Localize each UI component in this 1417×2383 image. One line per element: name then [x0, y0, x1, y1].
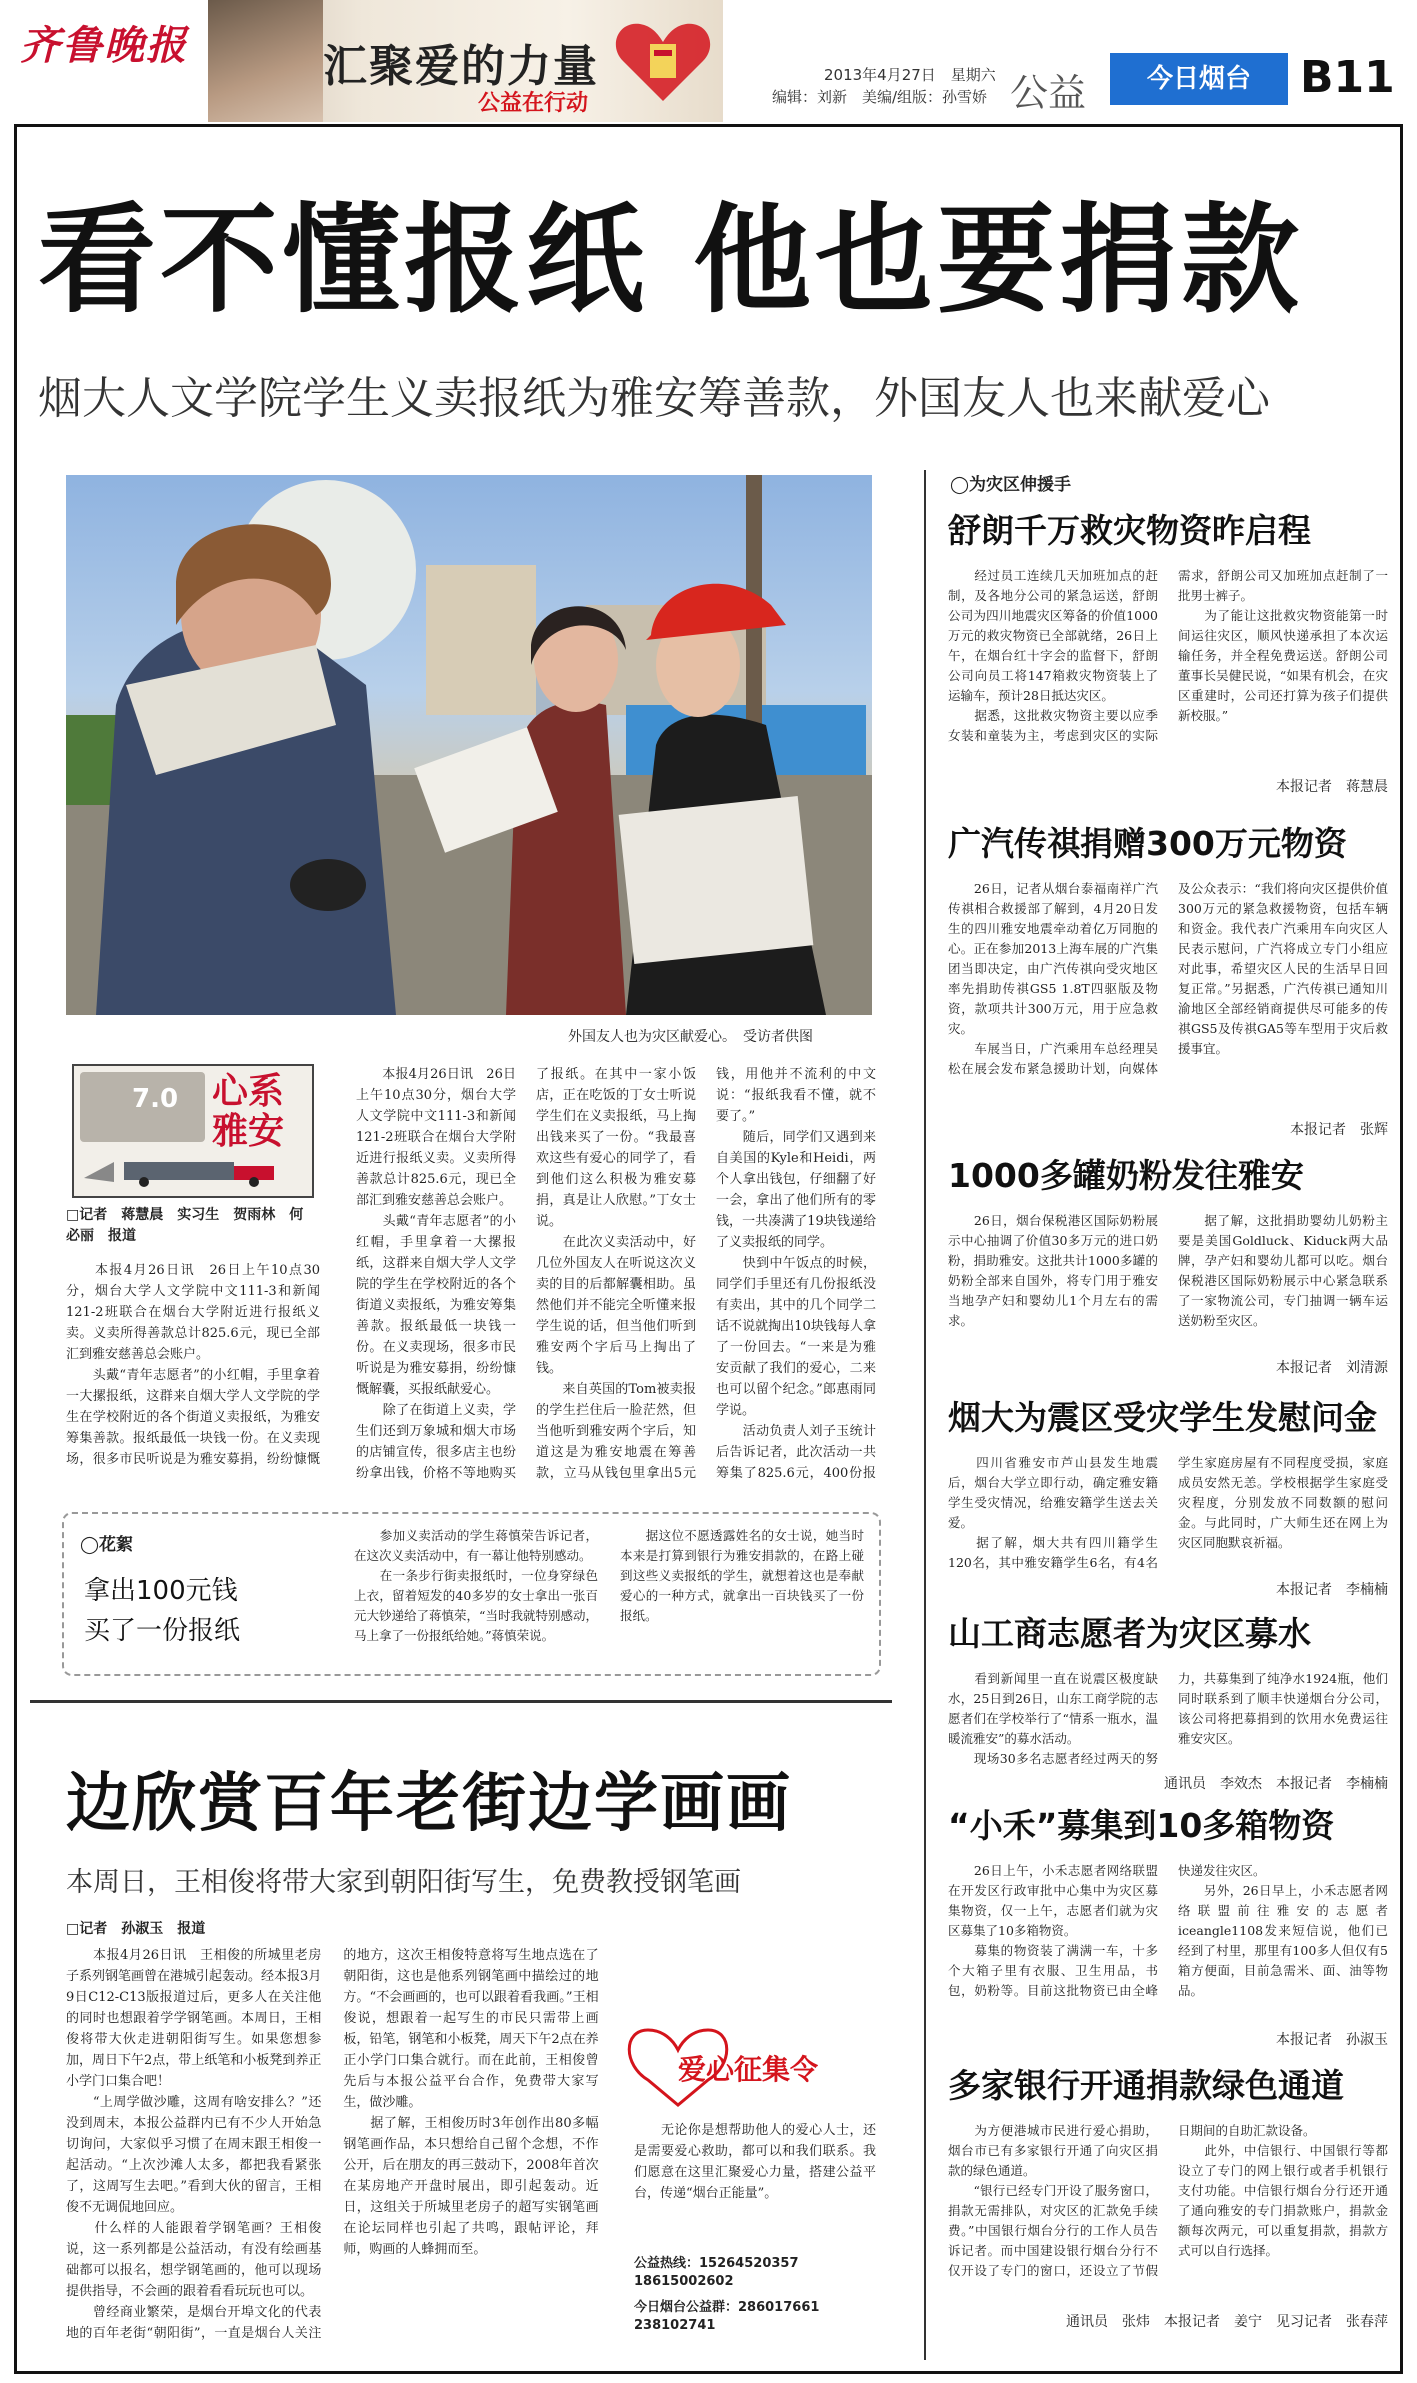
banner-title: 汇聚爱的力量	[323, 41, 599, 92]
section-name: 公益	[1010, 71, 1087, 115]
story-byline: 通讯员 张炜 本报记者 姜宁 见习记者 张春萍	[1066, 2314, 1388, 2330]
story-byline: 本报记者 孙淑玉	[1276, 2032, 1388, 2048]
story-title: 舒朗千万救灾物资昨启程	[948, 511, 1311, 550]
story-body: 26日，记者从烟台泰福南祥广汽传祺相合救援部了解到，4月20日发生的四川雅安地震牵动着亿万同胞的心。正在参加2013上海车展的广汽集团当即决定，由广汽传祺向受灾地区率先捐助传祺GS5 1.8T四驱版及物资，款项共计300万元，用于应急救灾。 车展当日，广汽乘用车总经理吴松在展会发布紧急援助计划，向媒体及公众表示：“我们将向灾区提供价值300万元的紧急救援物资，包括车辆和资金。我代表广汽乘用车向灾区人民表示慰问，广汽将成立专门小组应对此事，希望灾区人民的生活早日回复正常。”另据悉，广汽传祺已通知川渝地区全部经销商提供尽可能多的传祺GS5及传祺GA5等车型用于灾后救援事宜。	[948, 881, 1388, 1076]
page-number: B11	[1300, 52, 1395, 103]
flower-label: ◯花絮	[80, 1535, 134, 1555]
sidebar-story-2	[948, 818, 1388, 1138]
sidebar-story-5	[948, 1608, 1388, 1792]
banner-sub: 公益在行动	[478, 91, 589, 116]
story-body: 经过员工连续几天加班加点的赶制，及各地分公司的紧急运送，舒朗公司为四川地震灾区筹备的价值1000万元的救灾物资已全部就绪，26日上午，在烟台红十字会的监督下，舒朗公司向员工将147箱救灾物资装上了运输车，预计28日抵达灾区。 据悉，这批救灾物资主要以应季女装和童装为主，考虑到灾区的实际需求，舒朗公司又加班加点赶制了一批男士裤子。 为了能让这批救灾物资能第一时间运往灾区，顺风快递承担了本次运输任务，并全程免费运送。舒朗公司董事长吴健民说，“如果有机会，在灾区重建时，公司还打算为孩子们提供新校服。”	[948, 568, 1388, 743]
love-body: 无论你是想帮助他人的爱心人士，还是需要爱心救助，都可以和我们联系。我们愿意在这里汇聚爱心力量，搭建公益平台，传递“烟台正能量”。	[634, 2123, 876, 2201]
photo-caption: 外国友人也为灾区献爱心。 受访者供图	[568, 1029, 813, 1045]
story-byline: 本报记者 刘清源	[1276, 1360, 1388, 1376]
story-body: 26日上午，小禾志愿者网络联盟在开发区行政审批中心集中为灾区募集物资，仅一上午，志愿者们就为灾区募集了10多箱物资。 募集的物资装了满满一车，十多个大箱子里有衣服、卫生用品，书包，奶粉等。目前这批物资已由全峰快递发往灾区。 另外，26日早上，小禾志愿者网络联盟前往雅安的志愿者iceangle1108发来短信说，他们已经到了村里，那里有100多人但仅有5箱方便面，目前急需米、面、油等物品。	[948, 1863, 1388, 1998]
lead-body-columns: 本报4月26日讯 26日上午10点30分，烟台大学人文学院中文111-3和新闻121-2班联合在烟台大学附近进行报纸义卖。义卖所得善款总计825.6元，现已全部汇到雅安慈善总会账户。 头戴“青年志愿者”的小红帽，手里拿着一大摞报纸，这群来自烟大学人文学院的学生在学校附近的各个街道义卖报纸，为雅安筹集善款。报纸最低一块钱一份。在义卖现场，很多市民听说是为雅安募捐，纷纷慷慨解囊，买报纸献爱心。 除了在街道上义卖，学生们还到万象城和烟大市场的店铺宣传，很多店主也纷纷拿出钱，价格不等地购买了报纸。在其中一家小饭店，正在吃饭的丁女士听说学生们在义卖报纸，马上掏出钱来买了一份。“我最喜欢这些有爱心的同学了，看到他们这么积极为雅安募捐，真是让人欣慰。”丁女士说。 在此次义卖活动中，好几位外国友人在听说这次义卖的目的后都解囊相助。虽然他们并不能完全听懂来报学生说的话，但当他们听到雅安两个字后马上掏出了钱。 来自英国的Tom被卖报的学生拦住后一脸茫然，但当他听到雅安两个字后，知道这是为雅安地震在筹善款，立马从钱包里拿出5元钱，用他并不流利的中文说：“报纸我看不懂，就不要了。” 随后，同学们又遇到来自美国的Kyle和Heidi，两个人拿出钱包，仔细翻了好一会，拿出了他们所有的零钱，一共凑满了19块钱递给了义卖报纸的同学。 快到中午饭点的时候，同学们手里还有几份报纸没有卖出，其中的几个同学二话不说就掏出10块钱每人拿了一份回去。“一来是为雅安贡献了我们的爱心，二来也可以留个纪念。”郎惠雨同学说。 活动负责人刘子玉统计后告诉记者，此次活动一共筹集了825.6元，400份报	[356, 1067, 876, 1481]
lead-subhead: 烟大人文学院学生义卖报纸为雅安筹善款，外国友人也来献爱心	[38, 373, 1270, 424]
section-tab-label: 今日烟台	[1146, 64, 1251, 94]
lead-photo	[66, 475, 872, 1015]
love-hotline: 公益热线：15264520357	[634, 2256, 799, 2271]
issue-date: 2013年4月27日 星期六	[824, 66, 996, 84]
sidebar-story-6	[948, 1800, 1388, 2048]
banner	[208, 0, 723, 122]
love-title: 爱心征集令	[678, 2053, 819, 2086]
quake-magnitude: 7.0	[132, 1084, 179, 1114]
story-title: 烟大为震区受灾学生发慰问金	[948, 1398, 1377, 1437]
story-title: “小禾”募集到10多箱物资	[948, 1806, 1335, 1845]
flower-box	[62, 1512, 881, 1676]
art-subhead: 本周日，王相俊将带大家到朝阳街写生，免费教授钢笔画	[66, 1867, 741, 1898]
sidebar-story-7	[948, 2060, 1388, 2360]
love-platform2: 238102741	[634, 2318, 716, 2333]
heart-hands-icon	[608, 6, 718, 116]
flower-body: 参加义卖活动的学生蒋慎荣告诉记者，在这次义卖活动中，有一幕让他特别感动。 在一条步行街卖报纸时，一位身穿绿色上衣，留着短发的40多岁的女士拿出一张百元大钞递给了蒋慎荣，“当时我就特别感动，马上拿了一份报纸给她。”蒋慎荣说。 据这位不愿透露姓名的女士说，她当时本来是打算到银行为雅安捐款的，在路上碰到这些义卖报纸的学生，就想着这也是奉献爱心的一种方式，就拿出一百块钱买了一份报纸。	[354, 1528, 864, 1643]
story-byline: 通讯员 李效杰 本报记者 李楠楠	[1164, 1776, 1388, 1792]
sidebar-story-3	[948, 1150, 1388, 1376]
story-byline: 本报记者 李楠楠	[1276, 1582, 1388, 1598]
story-title: 广汽传祺捐赠300万元物资	[948, 824, 1347, 863]
banner-face-photo	[208, 0, 323, 122]
lead-body-text: 本报4月26日讯 26日上午10点30分，烟台大学人文学院中文111-3和新闻121-2班联合在烟台大学附近进行报纸义卖。义卖所得善款总计825.6元，现已全部汇到雅安慈善总会账户。 头戴“青年志愿者”的小红帽，手里拿着一大摞报纸，这群来自烟大学人文学院的学生在学校附近的各个街道义卖报纸，为雅安筹集善款。报纸最低一块钱一份。在义卖现场，很多市民听说是为雅安募捐，纷纷慷慨	[66, 1263, 320, 1467]
sidebar-story-4	[948, 1392, 1388, 1598]
story-body: 26日，烟台保税港区国际奶粉展示中心抽调了价值30多万元的进口奶粉，捐助雅安。这批共计1000多罐的奶粉全部来自国外，将专门用于雅安当地孕产妇和婴幼儿1个月左右的需求。 据了解，这批捐助婴幼儿奶粉主要是美国Goldluck、Kiduck两大品牌，孕产妇和婴幼儿都可以吃。烟台保税港区国际奶粉展示中心紧急联系了一家物流公司，专门抽调一辆车运送奶粉至灾区。	[948, 1213, 1388, 1328]
art-byline: □记者 孙淑玉 报道	[66, 1921, 206, 1937]
flower-title-2: 买了一份报纸	[84, 1616, 241, 1646]
flower-title-1: 拿出100元钱	[84, 1576, 238, 1606]
story-title: 山工商志愿者为灾区募水	[948, 1614, 1311, 1653]
story-byline: 本报记者 张辉	[1290, 1122, 1388, 1138]
sidebar-label: ◯为灾区伸援手	[950, 475, 1072, 495]
sidebar-story-1	[948, 505, 1388, 795]
art-headline: 边欣赏百年老街边学画画	[66, 1767, 792, 1841]
paper-name: 齐鲁晚报	[20, 22, 188, 69]
story-body: 看到新闻里一直在说震区极度缺水，25日到26日，山东工商学院的志愿者们在学校举行了“情系一瓶水，温暖流雅安”的募水活动。 现场30多名志愿者经过两天的努力，共募集到了纯净水1924瓶，他们同时联系到了顺丰快递烟台分公司，该公司将把募捐到的饮用水免费运往雅安灾区。	[948, 1671, 1388, 1766]
story-title: 1000多罐奶粉发往雅安	[948, 1156, 1304, 1195]
lead-divider	[30, 1700, 892, 1703]
love-platform: 今日烟台公益群：286017661	[634, 2300, 820, 2315]
section-tab	[1110, 53, 1288, 105]
story-byline: 本报记者 蒋慧晨	[1276, 779, 1388, 795]
love-box	[618, 2020, 880, 2350]
masthead	[0, 0, 1417, 130]
story-title: 多家银行开通捐款绿色通道	[948, 2066, 1344, 2105]
story-body: 四川省雅安市芦山县发生地震后，烟台大学立即行动，确定雅安籍学生受灾情况，给雅安籍学生送去关爱。 据了解，烟大共有四川籍学生120名，其中雅安籍学生6名，有4名学生家庭房屋有不同程度受损，家庭成员安然无恙。学校根据学生家庭受灾程度，分别发放不同数额的慰问金。与此同时，广大师生还在网上为灾区同胞默哀祈福。	[948, 1455, 1388, 1570]
art-body: 本报4月26日讯 王相俊的所城里老房子系列钢笔画曾在港城引起轰动。经本报3月9日C12-C13版报道过后，更多人在关注他的同时也想跟着学学钢笔画。本周日，王相俊将带大伙走进朝阳街写生。如果您想参加，周日下午2点，带上纸笔和小板凳到养正小学门口集合吧！ “上周学做沙雕，这周有啥安排么？”还没到周末，本报公益群内已有不少人开始急切询问，大家似乎习惯了在周末跟王相俊一起活动。“上次沙滩人太多，都把我看紧张了，这周写生去吧。”看到大伙的留言，王相俊不无调侃地回应。 什么样的人能跟着学钢笔画？王相俊说，这一系列都是公益活动，有没有绘画基础都可以报名，想学钢笔画的，他可以现场提供指导，不会画的跟着看看玩玩也可以。 曾经商业繁荣，是烟台开埠文化的代表地的百年老街“朝阳街”，一直是烟台人关注的地方，这次王相俊特意将写生地点选在了朝阳街，这也是他系列钢笔画中描绘过的地方。“不会画画的，也可以跟着看我画。”王相俊说，想跟着一起写生的市民只需带上画板，铅笔，钢笔和小板凳，周天下午2点在养正小学门口集合就行。而在此前，王相俊曾先后与本报公益平台合作，免费带大家写生，做沙雕。 据了解，王相俊历时3年创作出80多幅钢笔画作品，本只想给自己留个念想，不作公开，后在朋友的再三鼓动下，2008年首次在某房地产开盘时展出，即引起轰动。近日，这组关于所城里老房子的超写实钢笔画在论坛同样也引起了共鸣，跟帖评论，拜师，购画的人蜂拥而至。	[66, 1948, 599, 2341]
lead-headline: 看不懂报纸 他也要捐款	[38, 191, 1304, 329]
tag-title: 心系雅安	[212, 1071, 285, 1152]
sidebar-divider	[924, 470, 926, 2360]
love-hotline2: 18615002602	[634, 2274, 734, 2289]
story-body: 为方便港城市民进行爱心捐助，烟台市已有多家银行开通了向灾区捐款的绿色通道。 “银行已经专门开设了服务窗口，捐款无需排队，对灾区的汇款免手续费。”中国银行烟台分行的工作人员告诉记者。而中国建设银行烟台分行不仅开设了专门的窗口，还设立了节假日期间的自助汇款设备。 此外，中信银行、中国银行等都设立了专门的网上银行或者手机银行支付功能。中信银行烟台分行还开通了通向雅安的专门捐款账户，捐款金额每次两元，可以重复捐款，捐款方式可以自行选择。	[948, 2123, 1388, 2278]
lead-byline: □记者 蒋慧晨 实习生 贺雨林 何必丽 报道	[66, 1207, 304, 1244]
editors: 编辑：刘新 美编/组版：孙雪娇	[772, 88, 988, 106]
